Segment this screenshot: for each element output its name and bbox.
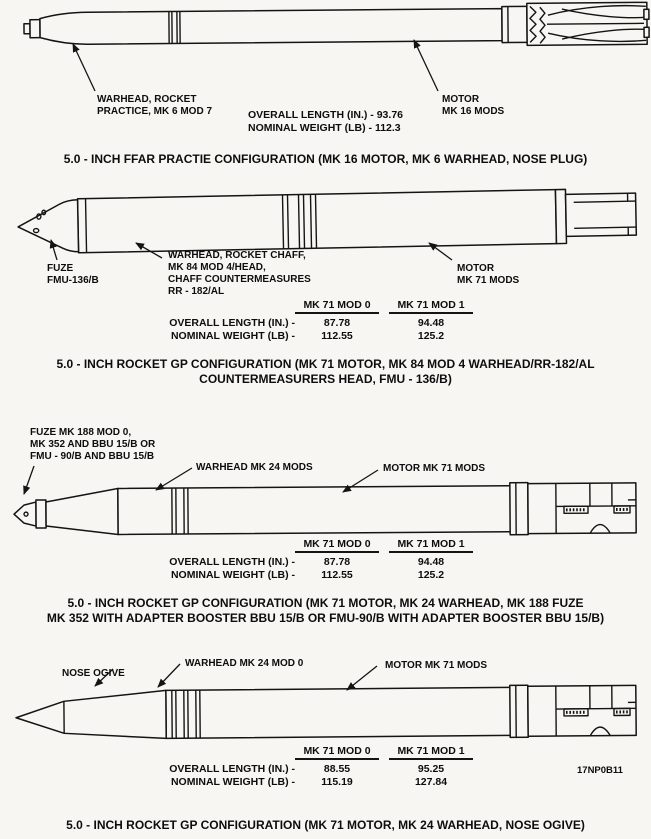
section-caption-line2: MK 352 WITH ADAPTER BOOSTER BBU 15/B OR FMU-90/B WITH ADAPTER BOOSTER BBU 15/B) bbox=[46, 611, 605, 625]
aft-collar bbox=[510, 483, 528, 535]
aft-collar bbox=[510, 685, 528, 737]
motor-label: MOTOR MK 71 MODS bbox=[383, 463, 486, 474]
aft-collar bbox=[502, 6, 527, 42]
warhead-pointer-arrow bbox=[73, 44, 95, 91]
nose-ogive bbox=[16, 690, 166, 739]
motor-label: MOTOR MK 71 MODS bbox=[385, 660, 488, 671]
table-row-label: NOMINAL WEIGHT (LB) - bbox=[170, 330, 295, 342]
motor-body bbox=[118, 486, 512, 535]
section-caption-line1: 5.0 - INCH ROCKET GP CONFIGURATION (MK 71 MOTOR, MK 24 WARHEAD, MK 188 FUZE bbox=[67, 596, 584, 610]
table-value: 95.25 bbox=[417, 763, 445, 775]
ffar-practice-diagram bbox=[0, 0, 651, 92]
table-col-header: MK 71 MOD 0 bbox=[295, 538, 379, 553]
warhead-label: WARHEAD MK 24 MODS bbox=[196, 462, 313, 473]
motor-pointer-arrow bbox=[414, 40, 438, 91]
warhead-pointer-arrow bbox=[156, 468, 192, 490]
rocket-drawing-chaff bbox=[18, 188, 637, 254]
fuze-pointer-arrow bbox=[24, 466, 34, 494]
overall-length-stat: OVERALL LENGTH (IN.) - 93.76 bbox=[248, 109, 403, 121]
motor-label: MOTOR MK 71 MODS bbox=[457, 263, 520, 286]
section-caption-line2: COUNTERMEASURERS HEAD, FMU - 136/B) bbox=[199, 372, 452, 386]
warhead-pointer-arrow bbox=[158, 664, 180, 687]
table-value: 94.48 bbox=[417, 556, 445, 568]
warhead-taper bbox=[46, 488, 118, 535]
motor-body bbox=[166, 687, 512, 738]
table-value: 87.78 bbox=[323, 317, 351, 329]
table-value: 88.55 bbox=[323, 763, 351, 775]
fuze-cone bbox=[18, 200, 79, 253]
nose-label: NOSE OGIVE bbox=[62, 668, 125, 679]
table-col-header: MK 71 MOD 1 bbox=[389, 538, 473, 553]
rocket-drawing-mk24 bbox=[14, 482, 636, 538]
table-row-label: NOMINAL WEIGHT (LB) - bbox=[170, 776, 295, 788]
table-row-label: OVERALL LENGTH (IN.) - bbox=[169, 556, 295, 568]
motor-label: MOTOR MK 16 MODS bbox=[442, 94, 505, 117]
rocket-drawing-ogive bbox=[16, 684, 636, 741]
warhead-label: WARHEAD, ROCKET CHAFF, MK 84 MOD 4/HEAD, CHAFF COUNTERMEASURES RR - 182/AL bbox=[168, 250, 311, 297]
table-col-header: MK 71 MOD 1 bbox=[389, 745, 473, 760]
table-value: 112.55 bbox=[321, 330, 353, 342]
fuze-label: FUZE FMU-136/B bbox=[47, 263, 99, 286]
table-value: 115.19 bbox=[321, 776, 353, 788]
warhead-body bbox=[40, 9, 502, 45]
table-value: 94.48 bbox=[417, 317, 445, 329]
rocket-gp-ogive-diagram bbox=[0, 653, 651, 745]
table-value: 112.55 bbox=[321, 569, 353, 581]
section-caption: 5.0 - INCH FFAR PRACTIE CONFIGURATION (MK 16 MOTOR, MK 6 WARHEAD, NOSE PLUG) bbox=[63, 152, 588, 166]
section-caption: 5.0 - INCH ROCKET GP CONFIGURATION (MK 71 MOTOR, MK 24 WARHEAD, NOSE OGIVE) bbox=[66, 818, 585, 832]
table-col-header: MK 71 MOD 0 bbox=[295, 299, 379, 314]
fuze-cap bbox=[36, 500, 46, 528]
rocket-gp-chaff-diagram bbox=[0, 183, 651, 265]
aft-band bbox=[555, 189, 566, 243]
fuze-label: FUZE MK 188 MOD 0, MK 352 AND BBU 15/B OR FMU - 90/B AND BBU 15/B bbox=[30, 427, 156, 462]
table-value: 127.84 bbox=[414, 776, 448, 788]
nominal-weight-stat: NOMINAL WEIGHT (LB) - 112.3 bbox=[248, 122, 401, 134]
table-value: 125.2 bbox=[417, 569, 445, 581]
nozzle bbox=[566, 193, 637, 236]
table-row-label: OVERALL LENGTH (IN.) - bbox=[169, 763, 295, 775]
warhead-label: WARHEAD, ROCKET PRACTICE, MK 6 MOD 7 bbox=[97, 94, 213, 117]
section-caption-line1: 5.0 - INCH ROCKET GP CONFIGURATION (MK 71 MOTOR, MK 84 MOD 4 WARHEAD/RR-182/AL bbox=[56, 357, 595, 371]
fuze-tip bbox=[14, 502, 36, 526]
table-value: 125.2 bbox=[417, 330, 445, 342]
figure-code: 17NP0B11 bbox=[577, 765, 623, 776]
table-value: 87.78 bbox=[323, 556, 351, 568]
table-row-label: NOMINAL WEIGHT (LB) - bbox=[170, 569, 295, 581]
rocket-gp-mk24-diagram bbox=[0, 458, 651, 546]
table-row-label: OVERALL LENGTH (IN.) - bbox=[169, 317, 295, 329]
table-col-header: MK 71 MOD 0 bbox=[295, 745, 379, 760]
rocket-drawing-ffar bbox=[24, 2, 649, 49]
table-col-header: MK 71 MOD 1 bbox=[389, 299, 473, 314]
nose-plug bbox=[24, 24, 30, 34]
warhead-label: WARHEAD MK 24 MOD 0 bbox=[185, 658, 304, 669]
motor-pointer-arrow bbox=[347, 666, 377, 690]
